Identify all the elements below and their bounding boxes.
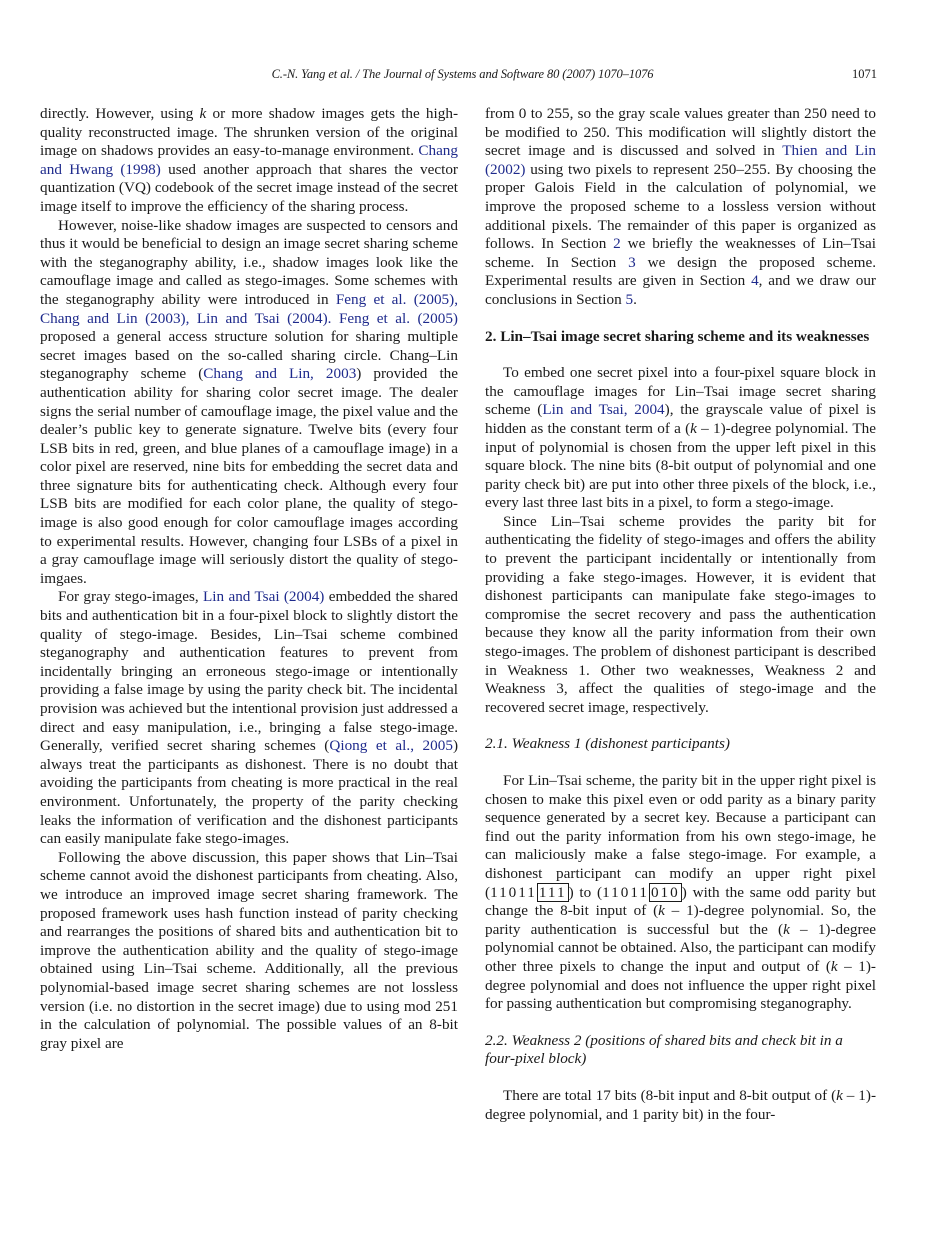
text: ) always treat the participants as dishonest. There is no doubt that avoiding the participants from cheating is more practical in the real environment. Unfortunately, the property of the parity checking leaks the information of verification and the dishonest participants can easily manipulate fake stego-images. <box>40 737 458 848</box>
paragraph <box>485 105 876 310</box>
math-variable: k <box>199 105 207 122</box>
citation-link[interactable]: Feng et al. (2005), Chang and Lin (2003), Lin and Tsai (2004). Feng et al. (2005) <box>40 290 458 327</box>
paragraph <box>485 364 876 513</box>
text: – 1)-degree polynomial. So, the parity authentication is successful but the ( <box>485 902 876 938</box>
text: directly. However, using <box>40 105 200 122</box>
math-variable: k <box>783 920 790 938</box>
math-variable: k <box>658 902 665 920</box>
text: To embed one secret pixel into a four-pixel square block in the camouflage images for Lin–Tsai image secret sharing scheme ( <box>485 364 876 419</box>
section-heading: 2. Lin–Tsai image secret sharing scheme and its weaknesses <box>485 327 870 345</box>
section-link[interactable]: 3 <box>628 253 636 271</box>
text: we design the proposed scheme. Experimental results are given in Section <box>485 253 876 290</box>
text: embedded the shared bits and authentication bit in a four-pixel block to slightly distort the quality of stego-image. Besides, Lin–Tsai scheme combined steganography and authentication features to prevent from incidentally bringing an erroneous stego-image or intentionally providing a false image by using the parity check bit. The incidental provision was achieved but the intentional provision just addressed a direct and easy manipulation, i.e., bringing a false stego-image. Generally, verified secret sharing schemes ( <box>40 588 458 755</box>
text: from 0 to 255, so the gray scale values greater than 250 need to be modified to 250. This modification will slightly distort the secret image and is discussed and solved in <box>485 105 876 160</box>
paragraph <box>485 1087 876 1124</box>
paragraph <box>40 588 458 848</box>
text: – 1)-degree polynomial cannot be obtained. Also, the participant can modify other three pixels to change the input and output of ( <box>485 920 876 975</box>
text: . <box>633 290 637 308</box>
text: – 1)-degree polynomial, and 1 parity bit) in the four- <box>485 1086 877 1123</box>
text: – 1)-degree polynomial. The input of polynomial is chosen from the upper left pixel in this square block. The nine bits (8-bit output of polynomial and one parity check bit) are put into other three pixels of the block, i.e., every last three last bits in a pixel, to form a stego-image. <box>485 419 876 512</box>
text: ), the grayscale value of pixel is hidden as the constant term of a ( <box>485 401 876 437</box>
text: However, noise-like shadow images are suspected to censors and thus it would be beneficial to design an image secret sharing scheme with the steganography ability, i.e., shadow images look like the camouflage image and called as stego-images. Some schemes with the steganography ability were introduced in <box>40 216 458 308</box>
right-column <box>485 105 876 1124</box>
math-variable: k <box>690 419 697 437</box>
journal-citation: C.-N. Yang et al. / The Journal of Systems and Software 80 (2007) 1070–1076 <box>271 67 654 81</box>
text: ) to ( <box>568 883 603 901</box>
boxed-bits: 010 <box>650 883 680 901</box>
citation-link[interactable]: Qiong et al., 2005 <box>329 737 453 755</box>
text: we briefly the weaknesses of Lin–Tsai scheme. In Section <box>485 235 876 271</box>
running-header <box>0 67 925 87</box>
text: For Lin–Tsai scheme, the parity bit in the upper right pixel is chosen to make this pixel even or odd parity as a binary parity sequence generated by a secret key. Because a participant can find out the parity information from his own stego-image, he can maliciously make a false stego-image. For example, a dishonest participant can modify an upper right pixel ( <box>485 772 876 901</box>
paragraph <box>40 105 458 217</box>
text: using two pixels to represent 250–255. By choosing the proper Galois Field in the calculation of polynomial, we improve the proposed scheme to a lossless version without additional pixels. The remainder of this paper is organized as follows. In Section <box>485 160 876 253</box>
section-link[interactable]: 4 <box>751 272 759 290</box>
citation-link[interactable]: Thien and Lin (2002) <box>485 142 876 178</box>
citation-link[interactable]: Chang and Hwang (1998) <box>40 142 458 178</box>
text: For gray stego-images, <box>58 588 204 606</box>
paragraph <box>40 217 458 589</box>
text: ) provided the authentication ability for sharing color secret image. The dealer signs the serial number of camouflage image, the pixel value and the dealer’s public key to generate signature. Twelve bits (every four LSB bits in red, green, and blue planes of a camouflage image) in a color pixel are reserved, nine bits for embedding the secret data and three signature bits for authenticating check. Although every four LSB bits are modified for each color plane, the quality of stego-image is also good enough for color camouflage images according to experimental results. However, changing four LSBs of a pixel in a gray camouflage image will seriously distort the quality of stego-imgaes. <box>40 365 459 587</box>
text: There are total 17 bits (8-bit input and 8-bit output of ( <box>503 1086 837 1104</box>
paragraph <box>485 772 876 1014</box>
text: Following the above discussion, this paper shows that Lin–Tsai scheme cannot avoid the dishonest participants from cheating. Also, we introduce an improved image secret sharing framework. The proposed framework uses hash function instead of parity checking and rearranges the positions of shared bits and authentication bit to improve the authentication ability and the quality of stego-image obtained using Lin–Tsai scheme. Additionally, all the previous polynomial-based image secret sharing schemes are not lossless version (i.e. no distortion in the secret image) due to using mod 251 in the calculation of polynomial. The possible values of an 8-bit gray pixel are <box>40 848 458 1052</box>
section-link[interactable]: 5 <box>625 290 634 308</box>
citation-link[interactable]: Lin and Tsai, 2004 <box>542 401 665 419</box>
bit-sequence: 11011 <box>490 883 537 901</box>
text: – 1)-degree polynomial and does not influence the upper right pixel for passing authentication but compromising steganography. <box>485 957 876 1013</box>
citation-link[interactable]: Chang and Lin, 2003 <box>203 365 357 383</box>
boxed-bits: 111 <box>538 883 567 901</box>
text: used another approach that shares the vector quantization (VQ) codebook of the secret image instead of the secret image itself to improve the efficiency of the sharing process. <box>40 160 458 215</box>
math-variable: k <box>836 1086 843 1104</box>
subsection-heading: 2.1. Weakness 1 (dishonest participants) <box>485 735 730 753</box>
paragraph <box>40 849 458 1054</box>
citation-link[interactable]: Lin and Tsai (2004) <box>203 588 325 606</box>
page-number: 1071 <box>852 67 877 81</box>
bit-sequence: 11011 <box>602 883 649 901</box>
text: or more shadow images gets the high-quality reconstructed image. The shrunken version of the original image on shadows provides an easy-to-manage environment. <box>40 105 458 160</box>
text: proposed a general access structure solution for sharing multiple secret images based on the so-called sharing circle. Chang–Lin steganography scheme ( <box>40 328 458 383</box>
text: ) with the same odd parity but change the 8-bit input of ( <box>485 883 876 920</box>
subsection-heading: 2.2. Weakness 2 (positions of shared bits and check bit in a four-pixel block) <box>485 1031 843 1068</box>
section-link[interactable]: 2 <box>613 235 621 253</box>
math-variable: k <box>830 957 838 975</box>
paragraph: Since Lin–Tsai scheme provides the parity bit for authenticating the fidelity of stego-images and offers the ability to prevent the participant incidentally or intentionally from providing a fake stego-images. However, it is evident that dishonest participants can manipulate fake stego-images to compromise the secret recovery and pass the authentication because they know all the parity information from their own stego-images. The problem of dishonest participant is described in Weakness 1. Other two weaknesses, Weakness 2 and Weakness 3, affect the qualities of stego-image and the recovered secret image, respectively. <box>485 512 876 716</box>
left-column <box>40 105 458 1053</box>
text: , and we draw our conclusions in Section <box>485 272 876 308</box>
